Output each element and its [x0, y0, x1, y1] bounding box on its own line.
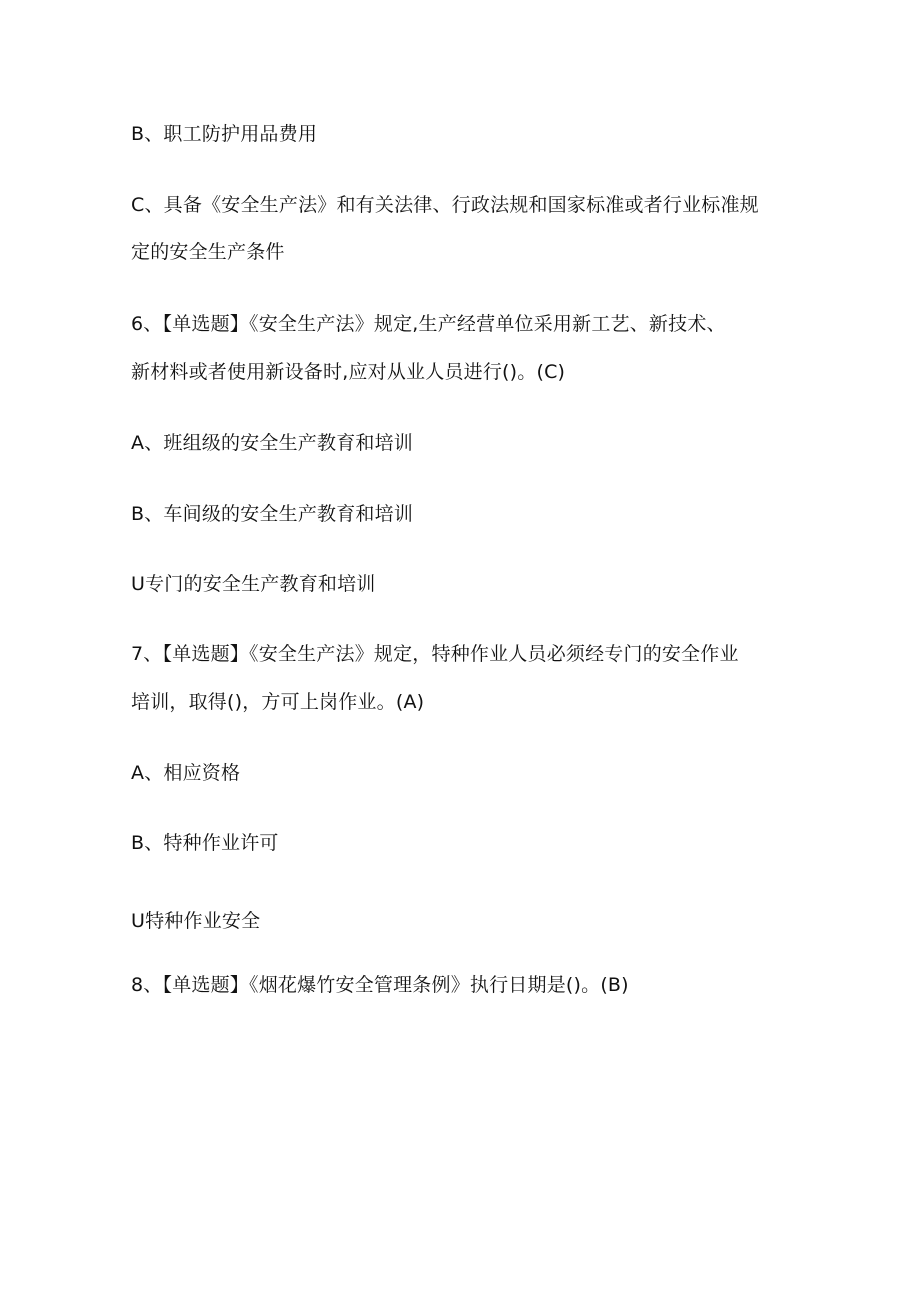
question-6-line1: 6、【单选题】《安全生产法》规定,生产经营单位采用新工艺、新技术、: [131, 313, 726, 335]
option-b-q7: B、特种作业许可: [131, 832, 279, 854]
question-7-line2: 培训，取得()，方可上岗作业。(A): [131, 691, 425, 713]
option-a-q6: A、班组级的安全生产教育和培训: [131, 432, 413, 454]
question-7-line1: 7、【单选题】《安全生产法》规定，特种作业人员必须经专门的安全作业: [131, 643, 739, 665]
option-b-q5: B、职工防护用品费用: [131, 123, 318, 145]
question-8: 8、【单选题】《烟花爆竹安全管理条例》执行日期是()。(B): [131, 974, 629, 996]
option-c-q5-line2: 定的安全生产条件: [131, 241, 285, 263]
option-a-q7: A、相应资格: [131, 762, 241, 784]
option-c-q5-line1: C、具备《安全生产法》和有关法律、行政法规和国家标准或者行业标准规: [131, 194, 759, 216]
option-c-q6: U专门的安全生产教育和培训: [131, 573, 376, 595]
question-6-line2: 新材料或者使用新设备时,应对从业人员进行()。(C): [131, 361, 566, 383]
option-c-q7: U特种作业安全: [131, 910, 261, 932]
option-b-q6: B、车间级的安全生产教育和培训: [131, 503, 414, 525]
